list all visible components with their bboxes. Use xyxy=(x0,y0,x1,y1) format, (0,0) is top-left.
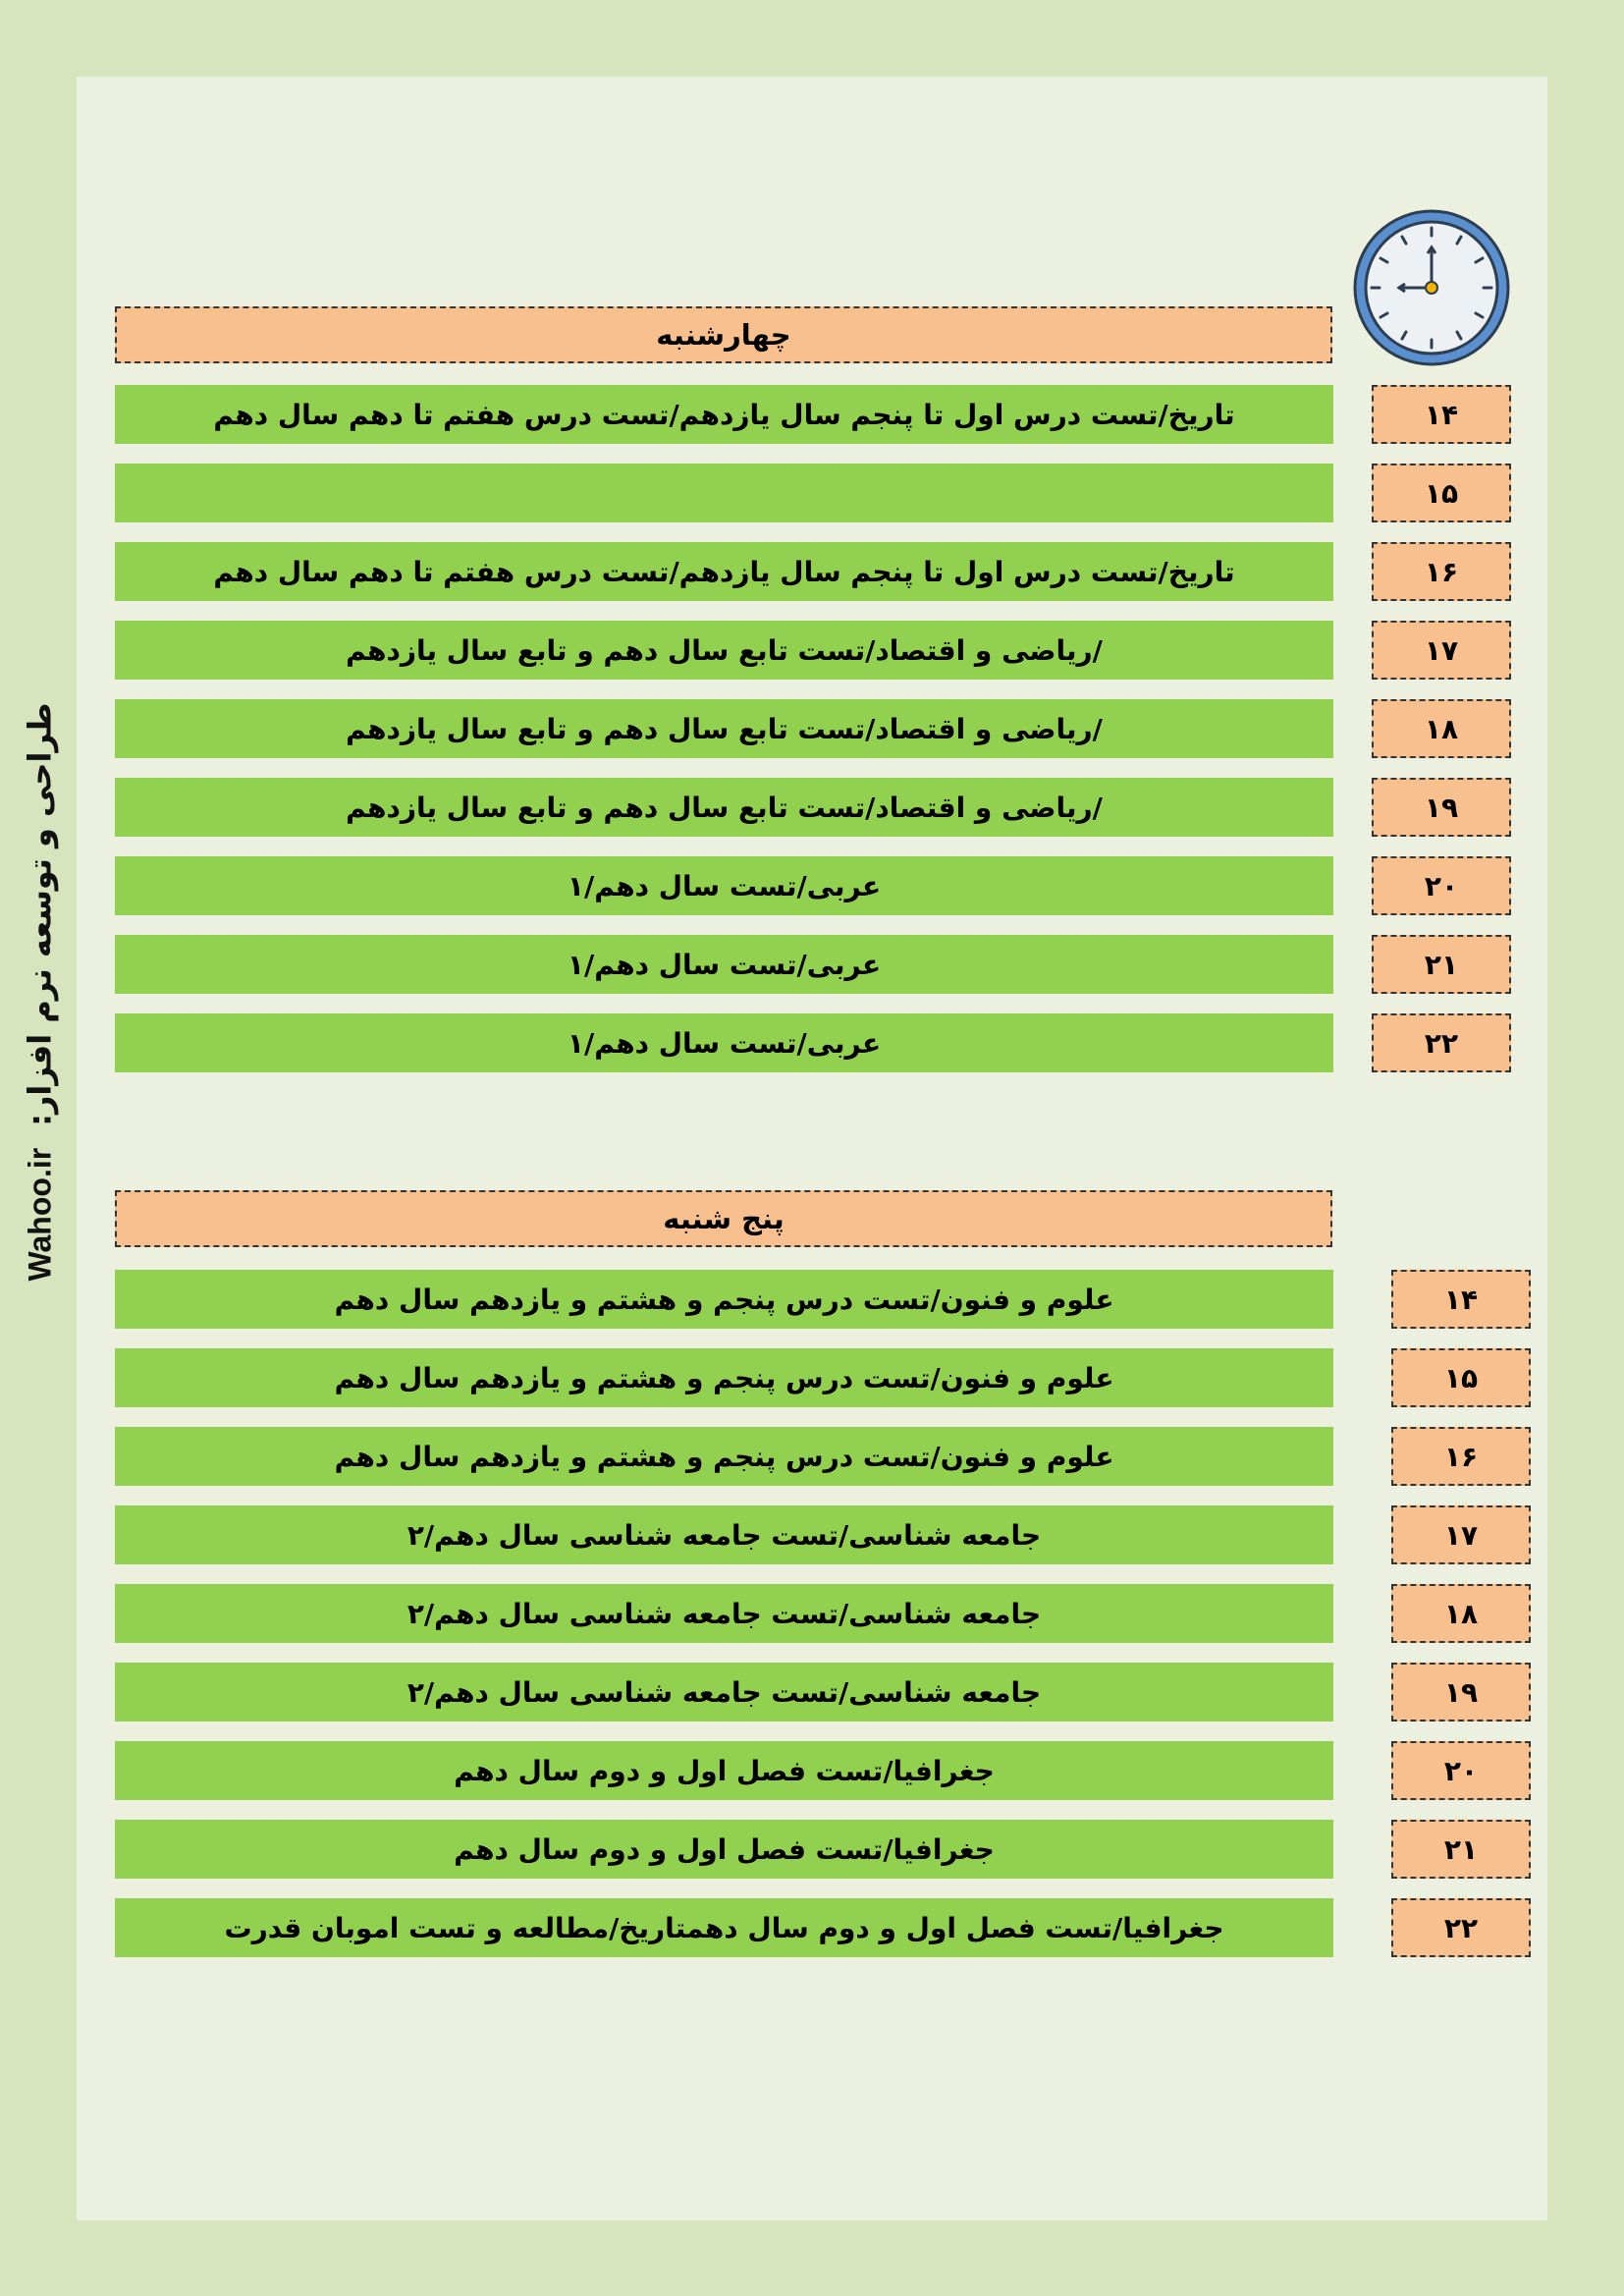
hour-cell: ۲۱ xyxy=(1391,1820,1531,1879)
subject-cell: علوم و فنون/تست درس پنجم و هشتم و یازدهم سال دهم xyxy=(115,1427,1333,1486)
hour-cell: ۱۸ xyxy=(1391,1584,1531,1643)
hour-cell: ۱۹ xyxy=(1391,1663,1531,1722)
subject-cell: جغرافیا/تست فصل اول و دوم سال دهم xyxy=(115,1741,1333,1800)
hour-cell: ۲۲ xyxy=(1391,1898,1531,1957)
subject-cell: جغرافیا/تست فصل اول و دوم سال دهم xyxy=(115,1820,1333,1879)
subject-cell: تاریخ/تست درس اول تا پنجم سال یازدهم/تست درس هفتم تا دهم سال دهم xyxy=(115,542,1333,601)
hour-cell: ۲۱ xyxy=(1372,935,1511,994)
clock-icon xyxy=(1352,208,1511,367)
schedule-row xyxy=(0,1348,1624,1407)
credit-text: طراحی و توسعه نرم افزار: xyxy=(21,702,58,1126)
schedule-row xyxy=(0,856,1624,915)
day-header-wednesday: چهارشنبه xyxy=(115,306,1332,363)
hour-cell: ۲۰ xyxy=(1391,1741,1531,1800)
subject-cell: تاریخ/تست درس اول تا پنجم سال یازدهم/تست درس هفتم تا دهم سال دهم xyxy=(115,385,1333,444)
credit-site: Wahoo.ir xyxy=(21,1147,57,1282)
subject-cell: عربی/تست سال دهم/۱ xyxy=(115,856,1333,915)
subject-cell: عربی/تست سال دهم/۱ xyxy=(115,935,1333,994)
schedule-row xyxy=(0,1820,1624,1879)
hour-cell: ۱۹ xyxy=(1372,778,1511,837)
subject-cell: جامعه شناسی/تست جامعه شناسی سال دهم/۲ xyxy=(115,1505,1333,1564)
schedule-row xyxy=(0,1013,1624,1072)
schedule-row xyxy=(0,1584,1624,1643)
schedule-row xyxy=(0,1505,1624,1564)
hour-cell: ۱۶ xyxy=(1391,1427,1531,1486)
subject-cell xyxy=(115,464,1333,522)
hour-cell: ۱۵ xyxy=(1372,464,1511,522)
hour-cell: ۱۸ xyxy=(1372,699,1511,758)
hour-cell: ۱۷ xyxy=(1391,1505,1531,1564)
subject-cell: /ریاضی و اقتصاد/تست تابع سال دهم و تابع سال یازدهم xyxy=(115,699,1333,758)
schedule-row xyxy=(0,1741,1624,1800)
subject-cell: /ریاضی و اقتصاد/تست تابع سال دهم و تابع سال یازدهم xyxy=(115,778,1333,837)
schedule-row xyxy=(0,699,1624,758)
schedule-row xyxy=(0,1427,1624,1486)
schedule-row xyxy=(0,1270,1624,1329)
subject-cell: علوم و فنون/تست درس پنجم و هشتم و یازدهم سال دهم xyxy=(115,1270,1333,1329)
hour-cell: ۱۴ xyxy=(1372,385,1511,444)
hour-cell: ۱۵ xyxy=(1391,1348,1531,1407)
hour-cell: ۱۷ xyxy=(1372,621,1511,680)
subject-cell: عربی/تست سال دهم/۱ xyxy=(115,1013,1333,1072)
subject-cell: جامعه شناسی/تست جامعه شناسی سال دهم/۲ xyxy=(115,1584,1333,1643)
schedule-row xyxy=(0,935,1624,994)
hour-cell: ۱۴ xyxy=(1391,1270,1531,1329)
schedule-row xyxy=(0,778,1624,837)
subject-cell: جغرافیا/تست فصل اول و دوم سال دهمتاریخ/مطالعه و تست اموبان قدرت xyxy=(115,1898,1333,1957)
schedule-row xyxy=(0,542,1624,601)
hour-cell: ۲۲ xyxy=(1372,1013,1511,1072)
schedule-row xyxy=(0,464,1624,522)
schedule-row xyxy=(0,1898,1624,1957)
subject-cell: /ریاضی و اقتصاد/تست تابع سال دهم و تابع سال یازدهم xyxy=(115,621,1333,680)
hour-cell: ۲۰ xyxy=(1372,856,1511,915)
hour-cell: ۱۶ xyxy=(1372,542,1511,601)
schedule-row xyxy=(0,385,1624,444)
subject-cell: جامعه شناسی/تست جامعه شناسی سال دهم/۲ xyxy=(115,1663,1333,1722)
schedule-row xyxy=(0,1663,1624,1722)
day-header-thursday: پنج شنبه xyxy=(115,1190,1332,1247)
subject-cell: علوم و فنون/تست درس پنجم و هشتم و یازدهم سال دهم xyxy=(115,1348,1333,1407)
schedule-row xyxy=(0,621,1624,680)
